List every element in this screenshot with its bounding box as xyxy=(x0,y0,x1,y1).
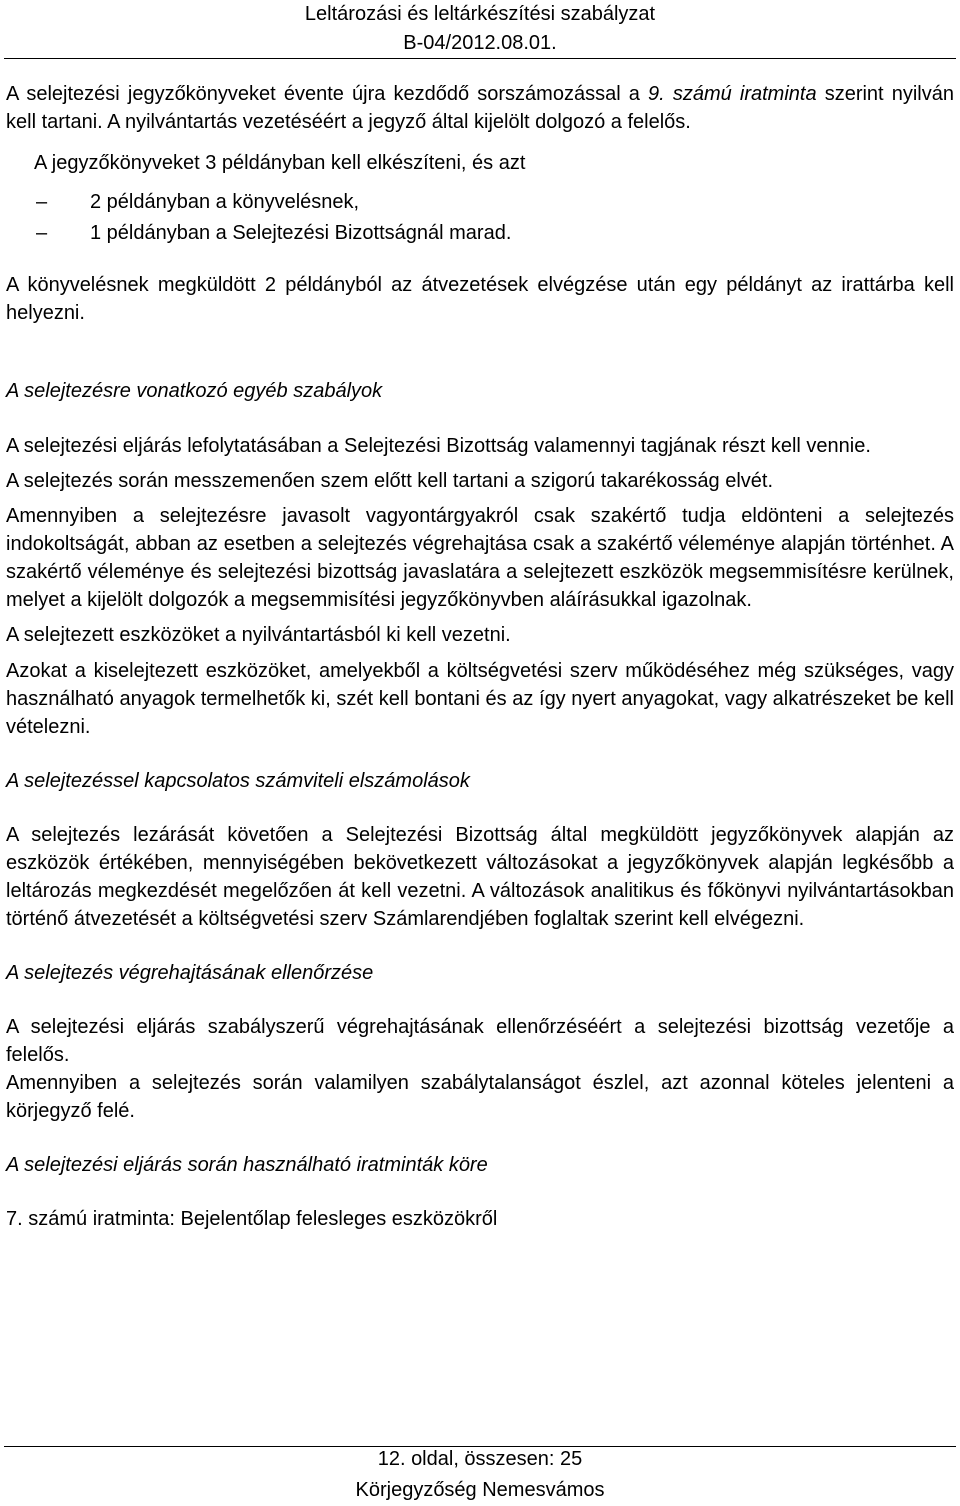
dash-bullet: – xyxy=(36,191,48,213)
document-code: B-04/2012.08.01. xyxy=(403,32,557,54)
dash-list xyxy=(6,185,954,247)
paragraph: 7. számú iratminta: Bejelentőlap felesleges eszközökről xyxy=(6,1208,498,1230)
dash-bullet: – xyxy=(36,222,48,244)
section-heading: A selejtezésre vonatkozó egyéb szabályok xyxy=(6,380,383,402)
paragraph: Amennyiben a selejtezés során valamilyen szabálytalanságot észlel, azt azonnal köteles jelenteni a körjegyző felé. xyxy=(6,1072,954,1122)
section-heading: A selejtezéssel kapcsolatos számviteli elszámolások xyxy=(6,770,470,792)
paragraph: A könyvelésnek megküldött 2 példányból az átvezetések elvégzése után egy példányt az irattárba kell helyezni. xyxy=(6,274,954,324)
list-item: – 1 példányban a Selejtezési Bizottságnál marad. xyxy=(6,220,954,247)
page-number: 12. oldal, összesen: 25 xyxy=(377,1448,583,1470)
paragraph: A selejtezés során messzemenően szem előtt kell tartani a szigorú takarékosság elvét. xyxy=(6,470,774,492)
paragraph: A selejtezési eljárás lefolytatásában a Selejtezési Bizottság valamennyi tagjának részt kell vennie. xyxy=(6,435,871,457)
paragraph: A jegyzőkönyveket 3 példányban kell elkészíteni, és azt xyxy=(34,152,526,174)
page-header xyxy=(0,0,960,58)
organization-name: Körjegyzőség Nemesvámos xyxy=(355,1479,605,1501)
list-item: – 2 példányban a könyvelésnek, xyxy=(6,185,954,220)
paragraph: A selejtezési jegyzőkönyveket évente újra kezdődő sorszámozással a 9. számú iratminta szerint nyilván kell tartani. A nyilvántartás vezetéséért a jegyző által kijelölt dolgozó a felelős. xyxy=(6,83,954,133)
header-divider xyxy=(4,58,956,59)
document-title: Leltározási és leltárkészítési szabályzat xyxy=(304,3,656,25)
paragraph: Azokat a kiselejtezett eszközöket, amelyekből a költségvetési szerv működéséhez még szükséges, vagy használható anyagok termelhetők ki, szét kell bontani és az így nyert anyagokat, vagy alkatrészeket be kell vételezni. xyxy=(6,660,954,738)
paragraph: A selejtezett eszközöket a nyilvántartásból ki kell vezetni. xyxy=(6,624,511,646)
paragraph: A selejtezés lezárását követően a Selejtezési Bizottság által megküldött jegyzőkönyvek alapján az eszközök értékében, mennyiségében bekövetkezett változásokat a jegyzőkönyvek alapján legkésőbb a leltározás megkezdését megelőzően át kell vezetni. A változások analitikus és főkönyvi nyilvántartásokban történő átvezetését a költségvetési szerv Számlarendjében foglaltak szerint kell elvégezni. xyxy=(6,824,954,930)
paragraph: A selejtezési eljárás szabályszerű végrehajtásának ellenőrzéséért a selejtezési bizottság vezetője a felelős. xyxy=(6,1016,954,1066)
paragraph: Amennyiben a selejtezésre javasolt vagyontárgyakról csak szakértő tudja eldönteni a selejtezés indokoltságát, abban az esetben a selejtezés végrehajtása csak a szakértő véleménye alapján történhet. A szakértő véleménye és selejtezési bizottság javaslatára a selejtezett eszközök megsemmisítésre kerülnek, melyet a kijelölt dolgozók a megsemmisítési jegyzőkönyvben aláírásukkal igazolnak. xyxy=(6,505,954,611)
document-body xyxy=(6,80,954,1233)
section-heading: A selejtezés végrehajtásának ellenőrzése xyxy=(6,962,374,984)
section-heading: A selejtezési eljárás során használható iratminták köre xyxy=(6,1154,488,1176)
iratminta-reference: 9. számú iratminta xyxy=(648,83,817,105)
page-footer xyxy=(0,1444,960,1506)
